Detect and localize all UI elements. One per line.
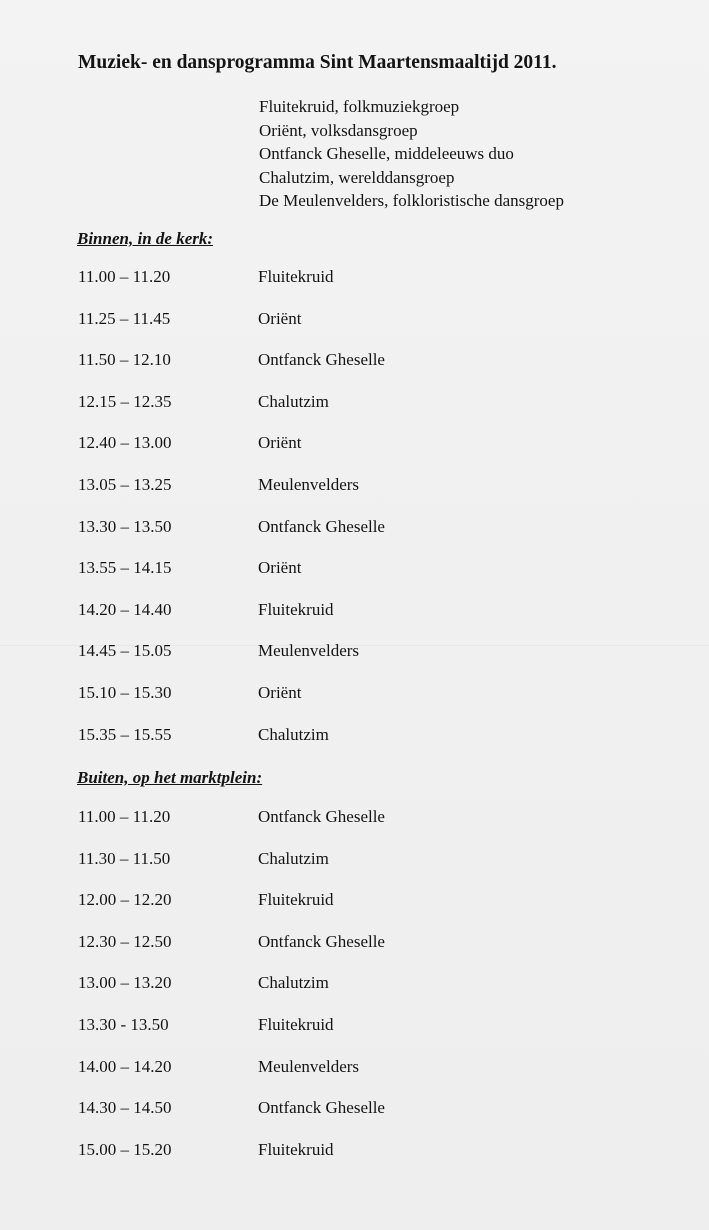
act-name: Fluitekruid [258, 1014, 334, 1034]
schedule-row [0, 849, 709, 891]
time-slot: 13.00 – 13.20 [78, 973, 172, 993]
act-name: Oriënt [258, 433, 302, 453]
act-name: Chalutzim [258, 848, 329, 868]
act-name: Meulenvelders [258, 474, 360, 494]
page-title: Muziek- en dansprogramma Sint Maartensmaaltijd 2011. [78, 52, 557, 73]
schedule-row [0, 932, 709, 974]
act-name: Ontfanck Gheselle [258, 350, 385, 370]
time-slot: 11.50 – 12.10 [78, 350, 171, 370]
schedule-row [0, 433, 709, 475]
act-name: Oriënt [258, 682, 302, 702]
schedule-inside [0, 267, 709, 766]
time-slot: 13.55 – 14.15 [78, 558, 172, 578]
time-slot: 14.45 – 15.05 [78, 641, 172, 661]
schedule-row [0, 1057, 709, 1099]
schedule-row [0, 725, 709, 767]
schedule-row [0, 517, 709, 559]
time-slot: 12.00 – 12.20 [78, 890, 172, 910]
schedule-row [0, 1098, 709, 1140]
group-item: Fluitekruid, folkmuziekgroep [259, 97, 460, 116]
time-slot: 15.35 – 15.55 [78, 724, 172, 744]
schedule-row [0, 600, 709, 642]
time-slot: 13.30 - 13.50 [78, 1014, 169, 1034]
section-heading-inside: Binnen, in de kerk: [77, 229, 214, 248]
schedule-row [0, 1015, 709, 1057]
act-name: Chalutzim [258, 973, 329, 993]
time-slot: 11.30 – 11.50 [78, 848, 171, 868]
group-item: De Meulenvelders, folkloristische dansgroep [259, 191, 564, 210]
act-name: Chalutzim [258, 724, 329, 744]
schedule-row [0, 973, 709, 1015]
schedule-row [0, 641, 709, 683]
act-name: Fluitekruid [258, 890, 334, 910]
schedule-row [0, 475, 709, 517]
section-heading-outside: Buiten, op het marktplein: [77, 768, 263, 787]
act-name: Meulenvelders [258, 1056, 360, 1076]
time-slot: 12.30 – 12.50 [78, 931, 172, 951]
act-name: Ontfanck Gheselle [258, 931, 385, 951]
act-name: Fluitekruid [258, 267, 334, 286]
schedule-row [0, 807, 709, 849]
time-slot: 13.05 – 13.25 [78, 474, 172, 494]
schedule-row [0, 392, 709, 434]
time-slot: 15.00 – 15.20 [78, 1139, 172, 1159]
group-item: Ontfanck Gheselle, middeleeuws duo [259, 144, 514, 163]
time-slot: 13.30 – 13.50 [78, 516, 172, 536]
act-name: Fluitekruid [258, 599, 334, 619]
act-name: Ontfanck Gheselle [258, 1098, 385, 1118]
act-name: Oriënt [258, 308, 302, 328]
time-slot: 11.25 – 11.45 [78, 308, 171, 328]
schedule-row [0, 683, 709, 725]
act-name: Ontfanck Gheselle [258, 516, 385, 536]
time-slot: 12.40 – 13.00 [78, 433, 172, 453]
schedule-row [0, 890, 709, 932]
schedule-row [0, 1140, 709, 1182]
time-slot: 15.10 – 15.30 [78, 682, 172, 702]
group-item: Oriënt, volksdansgroep [259, 120, 418, 140]
time-slot: 14.00 – 14.20 [78, 1056, 172, 1076]
schedule-row [0, 309, 709, 351]
schedule-row [0, 558, 709, 600]
act-name: Chalutzim [258, 391, 329, 411]
schedule-row [0, 267, 709, 309]
schedule-outside [0, 807, 709, 1181]
act-name: Meulenvelders [258, 641, 360, 661]
group-list [259, 95, 564, 213]
act-name: Ontfanck Gheselle [258, 807, 385, 826]
schedule-row [0, 350, 709, 392]
time-slot: 12.15 – 12.35 [78, 391, 172, 411]
time-slot: 14.30 – 14.50 [78, 1098, 172, 1118]
group-item: Chalutzim, werelddansgroep [259, 167, 455, 187]
act-name: Fluitekruid [258, 1139, 334, 1159]
act-name: Oriënt [258, 558, 302, 578]
time-slot: 11.00 – 11.20 [78, 807, 171, 826]
time-slot: 14.20 – 14.40 [78, 599, 172, 619]
time-slot: 11.00 – 11.20 [78, 267, 171, 286]
